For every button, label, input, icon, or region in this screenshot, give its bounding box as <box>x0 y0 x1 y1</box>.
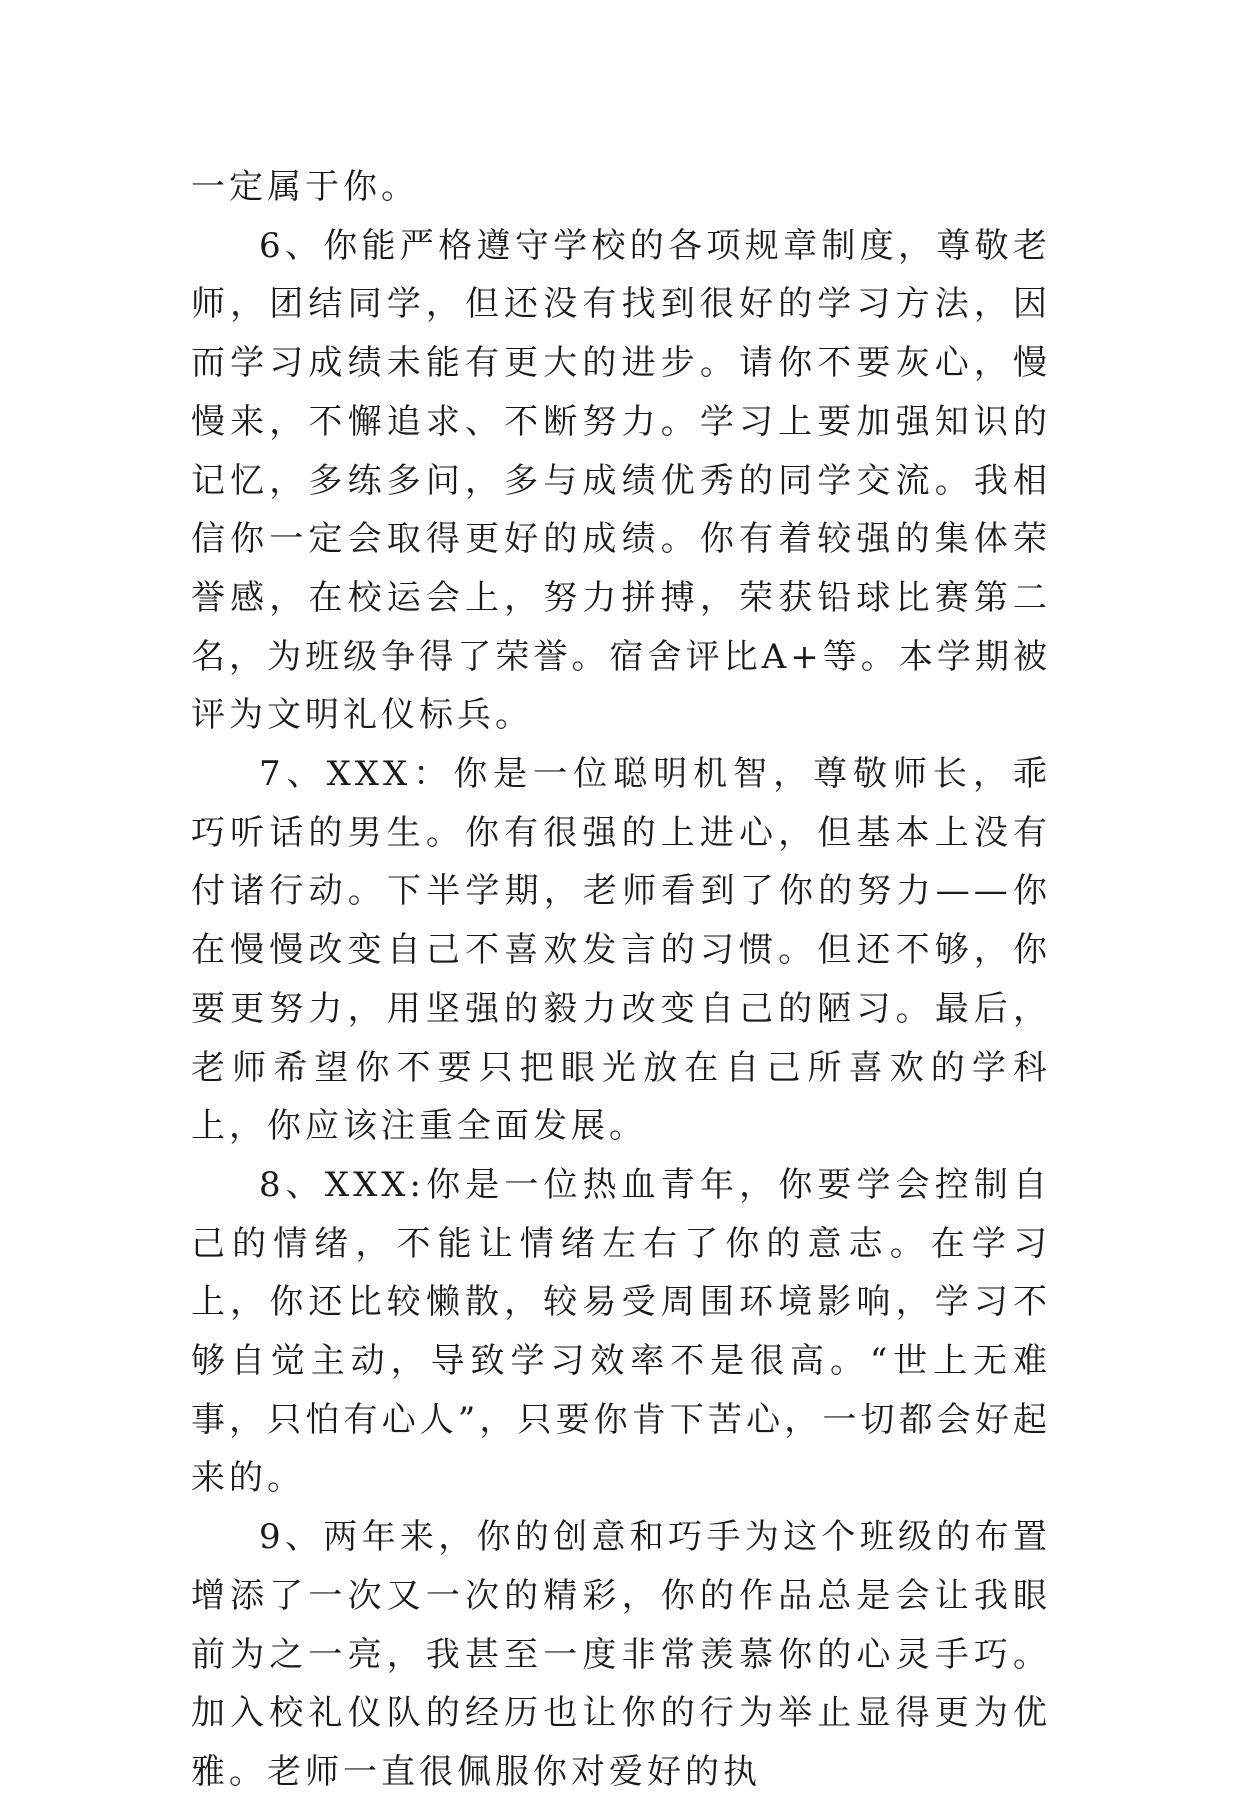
paragraph-item-7: 7、XXX：你是一位聪明机智，尊敬师长，乖巧听话的男生。你有很强的上进心，但基本上没有付诸行动。下半学期，老师看到了你的努力——你在慢慢改变自己不喜欢发言的习惯。但还不够，你要更努力，用坚强的毅力改变自己的陋习。最后，老师希望你不要只把眼光放在自己所喜欢的学科上，你应该注重全面发展。 <box>191 754 1051 1147</box>
document-body <box>191 158 1051 1802</box>
paragraph-item-9: 9、两年来，你的创意和巧手为这个班级的布置增添了一次又一次的精彩，你的作品总是会让我眼前为之一亮，我甚至一度非常羡慕你的心灵手巧。加入校礼仪队的经历也让你的行为举止显得更为优雅。老师一直很佩服你对爱好的执 <box>191 1517 1051 1792</box>
paragraph-item-6: 6、你能严格遵守学校的各项规章制度，尊敬老师，团结同学，但还没有找到很好的学习方法，因而学习成绩未能有更大的进步。请你不要灰心，慢慢来，不懈追求、不断努力。学习上要加强知识的记忆，多练多问，多与成绩优秀的同学交流。我相信你一定会取得更好的成绩。你有着较强的集体荣誉感，在校运会上，努力拼搏，荣获铅球比赛第二名，为班级争得了荣誉。宿舍评比A+等。本学期被评为文明礼仪标兵。 <box>191 225 1051 736</box>
paragraph-item-8: 8、XXX:你是一位热血青年，你要学会控制自己的情绪，不能让情绪左右了你的意志。在学习上，你还比较懒散，较易受周围环境影响，学习不够自觉主动，导致学习效率不是很高。“世上无难事，只怕有心人”，只要你肯下苦心，一切都会好起来的。 <box>191 1164 1051 1499</box>
paragraph-continued: 一定属于你。 <box>191 167 419 207</box>
